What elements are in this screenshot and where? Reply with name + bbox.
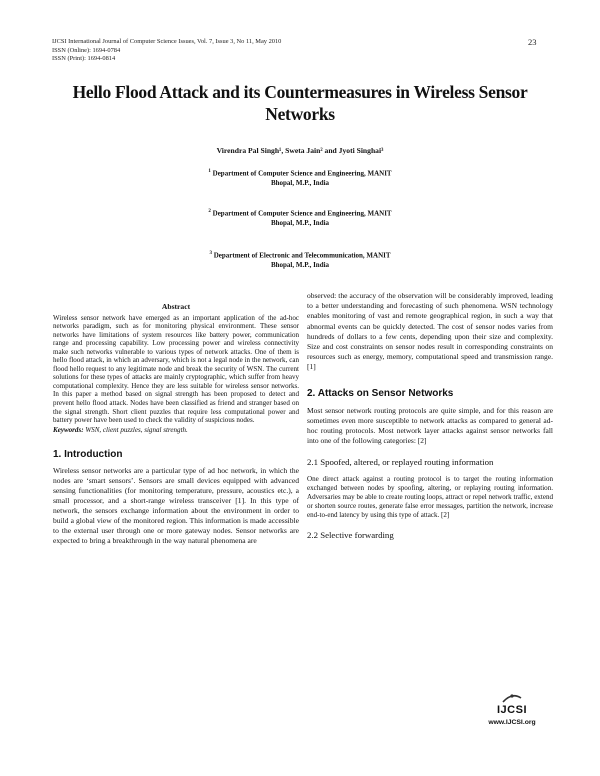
affiliation-3 (150, 249, 450, 270)
abstract-heading: Abstract (161, 302, 191, 311)
affiliation-2 (150, 207, 450, 228)
logo-swoosh-icon (501, 692, 523, 704)
affiliation-city: Bhopal, M.P., India (270, 179, 330, 188)
subsection-heading-spoofed: 2.1 Spoofed, altered, or replayed routing information (307, 456, 494, 467)
abstract-text: Wireless sensor network have emerged as an important application of the ad-hoc networks paradigm, such as for monitoring physical environment. These sensor networks have limitations of system resources like battery power, communication range and processing capability. Low processing power and wireless connectivity make such networks vulnerable to various types of network attacks. One of them is hello flood attack, in which an adversary, which is not a legal node in the network, can flood hello request to any legitimate node and break the security of WSN. The current solutions for these types of attacks are mainly cryptographic, which suffer from heavy computational complexity. Hence they are less suitable for wireless sensor networks. In this paper a method based on signal strength has been proposed to detect and prevent hello flood attack. Nodes have been classified as friend and stranger based on the signal strength. Short client puzzles that require less computational power and battery power have been used to check the validity of suspicious nodes. (53, 313, 299, 425)
section-heading-introduction: 1. Introduction (53, 449, 123, 461)
journal-line: IJCSI International Journal of Computer Science Issues, Vol. 7, Issue 3, No 11, May 2010 (52, 38, 282, 45)
affiliation-sup: 1 (208, 169, 211, 174)
affiliation-sup: 3 (209, 251, 212, 256)
introduction-text: Wireless sensor networks are a particular type of ad hoc network, in which the nodes are ‘smart sensors’. Sensors are small devices equipped with advanced sensing functionalities (for monitoring temperature, pressure, acoustics etc.), a small processor, and a short-range wireless transceiver [1]. In this type of network, the sensors exchange information about the environment in order to build a global view of the monitored region. This information is made accessible to the external user through one or more gateway nodes. Sensor networks are expected to bring a breakthrough in the way natural phenomena are (53, 465, 299, 546)
spoofed-text: One direct attack against a routing protocol is to target the routing information exchanged between nodes by spoofing, altering, or replaying routing information. Adversaries may be able to create routing loops, attract or repel network traffic, extend or shorten source routes, generate false error messages, partition the network, increase end-to-end latency by using this type of attack. [2] (307, 474, 553, 520)
logo-url: www.IJCSI.org (488, 719, 536, 726)
paper-title: Hello Flood Attack and its Countermeasures in Wireless Sensor Networks (72, 82, 528, 124)
ijcsi-logo (482, 692, 542, 726)
journal-header (52, 38, 281, 64)
page-number: 23 (528, 37, 537, 47)
affiliation-1 (150, 167, 450, 188)
logo-mark: IJCSI (496, 704, 527, 716)
issn-online: ISSN (Online): 1694-0784 (52, 46, 121, 54)
keywords (53, 426, 299, 435)
attacks-text: Most sensor network routing protocols are quite simple, and for this reason are sometimes even more susceptible to network attacks as compared to general ad-hoc routing protocols. Most network layer attacks against sensor networks fall into one of the following categories: [2] (307, 405, 553, 446)
affiliation-sup: 2 (208, 209, 211, 214)
left-column (53, 303, 299, 547)
author-list: Virendra Pal Singh¹, Sweta Jain² and Jyoti Singhai³ (216, 146, 384, 155)
keywords-value: WSN, client puzzles, signal strength. (85, 425, 188, 434)
affiliation-city: Bhopal, M.P., India (270, 261, 330, 270)
affiliation-city: Bhopal, M.P., India (270, 219, 330, 228)
affiliation-dept: Department of Computer Science and Engineering, MANIT (212, 169, 392, 178)
issn-print: ISSN (Print): 1694-0814 (52, 55, 116, 63)
keywords-label: Keywords: (53, 425, 84, 434)
affiliation-dept: Department of Computer Science and Engineering, MANIT (212, 209, 392, 218)
section-heading-attacks: 2. Attacks on Sensor Networks (307, 387, 454, 399)
right-column (307, 291, 553, 549)
affiliation-dept: Department of Electronic and Telecommunication, MANIT (213, 251, 391, 260)
introduction-continued: observed: the accuracy of the observation will be considerably improved, leading to a better understanding and forecasting of such phenomena. WSN technology enables monitoring of vast and remote geographical region, in such a way that abnormal events can be quickly detected. The cost of sensor nodes varies from hundreds of dollars to a few cents, depending upon their size and complexity. Size and cost constraints on sensor nodes result in corresponding constraints on resources such as energy, memory, computational speed and transmission range. [1] (307, 291, 553, 372)
subsection-heading-selective-forwarding: 2.2 Selective forwarding (307, 530, 394, 541)
